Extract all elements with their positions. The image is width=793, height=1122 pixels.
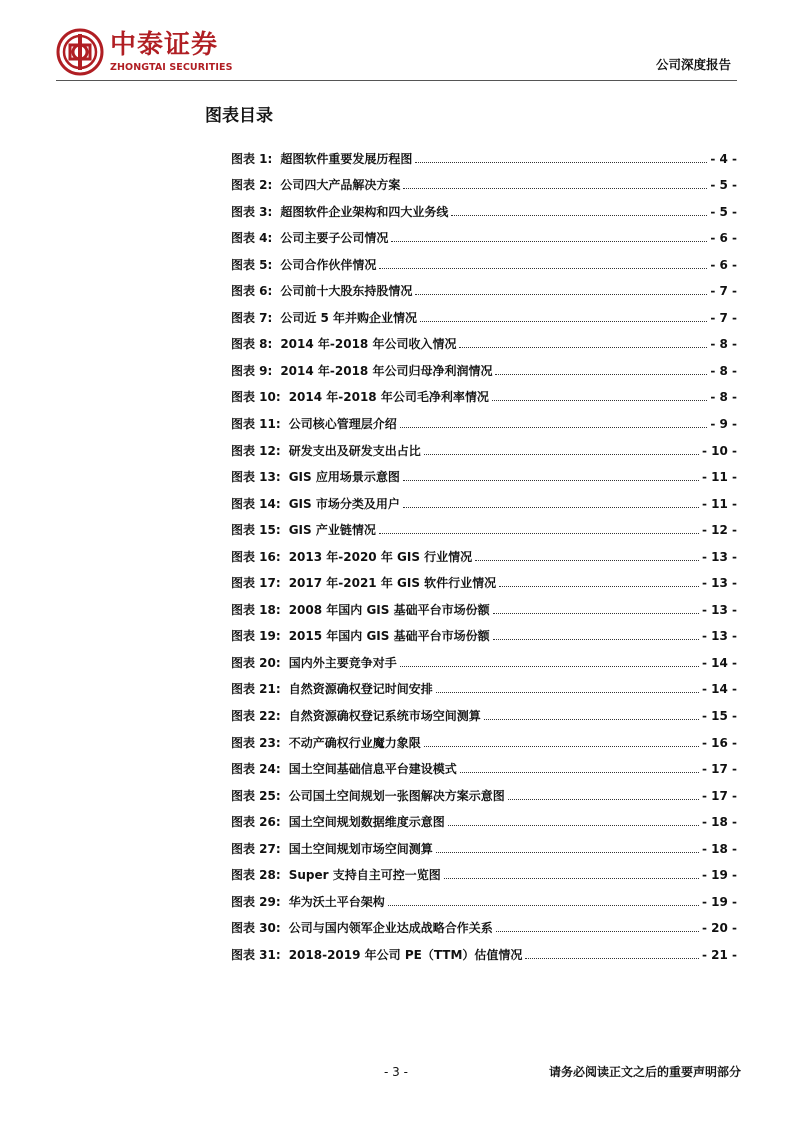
toc-entry[interactable] (231, 804, 737, 831)
toc-entry-label: 图表 11: (231, 417, 281, 432)
toc-entry-label: 图表 17: (231, 576, 281, 591)
toc-dot-leader (508, 799, 699, 800)
brand-name-cn: 中泰证券 (110, 30, 219, 60)
toc-entry-title: 公司近 5 年并购企业情况 (280, 310, 418, 325)
toc-entry-label: 图表 31: (231, 947, 281, 962)
toc-entry-label: 图表 12: (231, 443, 281, 458)
toc-entry[interactable] (231, 167, 737, 194)
toc-entry-title: 公司合作伙伴情况 (280, 257, 377, 272)
toc-entry-page: - 14 - (701, 655, 737, 670)
toc-entry-title: GIS 市场分类及用户 (288, 496, 400, 511)
toc-entry-label: 图表 26: (231, 815, 281, 830)
toc-entry-label: 图表 21: (231, 682, 281, 697)
toc-dot-leader (400, 427, 708, 428)
toc-entry-title: 超图软件重要发展历程图 (280, 151, 413, 166)
toc-entry-title: 2014 年-2018 年公司收入情况 (280, 337, 457, 352)
toc-dot-leader (391, 241, 707, 242)
toc-entry[interactable] (231, 538, 737, 565)
footer-disclaimer: 请务必阅读正文之后的重要声明部分 (548, 1065, 741, 1079)
toc-entry[interactable] (231, 512, 737, 539)
toc-entry-page: - 13 - (701, 629, 737, 644)
toc-entry-page: - 20 - (701, 921, 737, 936)
toc-entry-title: 2014 年-2018 年公司归母净利润情况 (280, 363, 493, 378)
toc-dot-leader (460, 772, 699, 773)
toc-entry-title: 国土空间基础信息平台建设模式 (288, 762, 457, 777)
toc-entry-label: 图表 25: (231, 788, 281, 803)
toc-entry-page: - 19 - (701, 868, 737, 883)
toc-dot-leader (495, 374, 707, 375)
toc-entry-label: 图表 23: (231, 735, 281, 750)
toc-entry[interactable] (231, 432, 737, 459)
toc-entry-page: - 13 - (701, 602, 737, 617)
toc-entry-page: - 12 - (701, 523, 737, 538)
toc-entry-title: GIS 产业链情况 (288, 523, 376, 538)
toc-entry-label: 图表 1: (231, 151, 273, 166)
toc-dot-leader (451, 215, 707, 216)
toc-entry-title: 华为沃土平台架构 (288, 894, 385, 909)
toc-entry-page: - 7 - (710, 310, 737, 325)
toc-dot-leader (415, 294, 707, 295)
toc-entry[interactable] (231, 724, 737, 751)
toc-dot-leader (403, 507, 699, 508)
toc-dot-leader (459, 347, 707, 348)
toc-entry[interactable] (231, 591, 737, 618)
toc-entry-title: 公司主要子公司情况 (280, 231, 389, 246)
toc-entry-page: - 18 - (701, 841, 737, 856)
page-header (0, 0, 793, 80)
toc-entry-label: 图表 30: (231, 921, 281, 936)
toc-entry-label: 图表 27: (231, 841, 281, 856)
toc-entry-title: 自然资源确权登记系统市场空间测算 (288, 709, 481, 724)
toc-dot-leader (493, 613, 699, 614)
toc-entry-page: - 11 - (701, 496, 737, 511)
toc-entry-page: - 13 - (701, 576, 737, 591)
toc-entry[interactable] (231, 485, 737, 512)
toc-entry-label: 图表 14: (231, 496, 281, 511)
toc-entry-title: 2018-2019 年公司 PE（TTM）估值情况 (288, 947, 523, 962)
toc-entry[interactable] (231, 220, 737, 247)
toc-dot-leader (400, 666, 699, 667)
toc-dot-leader (525, 958, 699, 959)
toc-entry-title: 国土空间规划市场空间测算 (288, 841, 433, 856)
toc-entry-title: 公司前十大股东持股情况 (280, 284, 413, 299)
toc-entry-page: - 5 - (710, 178, 737, 193)
toc-entry[interactable] (231, 405, 737, 432)
toc-entry[interactable] (231, 379, 737, 406)
toc-dot-leader (492, 400, 708, 401)
toc-entry[interactable] (231, 140, 737, 167)
toc-dot-leader (424, 746, 699, 747)
toc-entry-label: 图表 16: (231, 549, 281, 564)
toc-entry[interactable] (231, 246, 737, 273)
toc-dot-leader (448, 825, 699, 826)
toc-entry-page: - 8 - (710, 337, 737, 352)
toc-entry-title: 公司与国内领军企业达成战略合作关系 (288, 921, 493, 936)
toc-dot-leader (496, 931, 699, 932)
toc-entry-title: 国土空间规划数据维度示意图 (288, 815, 445, 830)
toc-entry-page: - 4 - (710, 151, 737, 166)
toc-entry-label: 图表 19: (231, 629, 281, 644)
toc-dot-leader (444, 878, 699, 879)
toc-dot-leader (475, 560, 699, 561)
toc-entry[interactable] (231, 193, 737, 220)
toc-entry-title: 不动产确权行业魔力象限 (288, 735, 421, 750)
toc-entry-label: 图表 10: (231, 390, 281, 405)
toc-entry-page: - 7 - (710, 284, 737, 299)
toc-dot-leader (379, 268, 707, 269)
toc-dot-leader (424, 454, 699, 455)
toc-entry-label: 图表 28: (231, 868, 281, 883)
toc-entry-title: GIS 应用场景示意图 (288, 470, 400, 485)
toc-entry[interactable] (231, 830, 737, 857)
toc-dot-leader (436, 852, 699, 853)
toc-entry-label: 图表 15: (231, 523, 281, 538)
toc-entry[interactable] (231, 459, 737, 486)
brand-name-en: ZHONGTAI SECURITIES (110, 62, 233, 73)
toc-entry-label: 图表 13: (231, 470, 281, 485)
toc-entry-page: - 15 - (701, 709, 737, 724)
toc-entry-page: - 17 - (701, 762, 737, 777)
toc-entry-page: - 8 - (710, 363, 737, 378)
toc-list (231, 140, 737, 963)
toc-entry[interactable] (231, 565, 737, 592)
toc-entry[interactable] (231, 326, 737, 353)
toc-entry-label: 图表 8: (231, 337, 273, 352)
toc-entry-title: 2008 年国内 GIS 基础平台市场份额 (288, 602, 490, 617)
toc-dot-leader (484, 719, 699, 720)
toc-entry-label: 图表 2: (231, 178, 273, 193)
toc-entry-title: 公司四大产品解决方案 (280, 178, 401, 193)
toc-entry-label: 图表 4: (231, 231, 273, 246)
toc-entry[interactable] (231, 618, 737, 645)
toc-entry-label: 图表 9: (231, 363, 273, 378)
toc-dot-leader (436, 692, 699, 693)
toc-dot-leader (379, 533, 699, 534)
toc-entry-page: - 6 - (710, 231, 737, 246)
toc-dot-leader (403, 480, 699, 481)
toc-entry[interactable] (231, 697, 737, 724)
toc-entry-label: 图表 5: (231, 257, 273, 272)
toc-entry[interactable] (231, 883, 737, 910)
header-divider (56, 80, 737, 81)
toc-entry-title: 2015 年国内 GIS 基础平台市场份额 (288, 629, 490, 644)
toc-entry-label: 图表 3: (231, 204, 273, 219)
toc-entry-label: 图表 24: (231, 762, 281, 777)
toc-entry-page: - 17 - (701, 788, 737, 803)
toc-entry-page: - 14 - (701, 682, 737, 697)
report-type: 公司深度报告 (655, 57, 731, 72)
toc-entry-label: 图表 29: (231, 894, 281, 909)
toc-entry-page: - 19 - (701, 894, 737, 909)
toc-entry[interactable] (231, 936, 737, 963)
toc-entry[interactable] (231, 299, 737, 326)
toc-title: 图表目录 (205, 106, 273, 126)
toc-entry-label: 图表 20: (231, 655, 281, 670)
toc-dot-leader (415, 162, 707, 163)
toc-dot-leader (420, 321, 707, 322)
toc-dot-leader (403, 188, 707, 189)
toc-entry-title: 2017 年-2021 年 GIS 软件行业情况 (288, 576, 497, 591)
toc-entry-label: 图表 18: (231, 602, 281, 617)
page-number: - 3 - (384, 1065, 408, 1079)
toc-dot-leader (493, 639, 699, 640)
toc-entry-page: - 13 - (701, 549, 737, 564)
toc-entry-page: - 18 - (701, 815, 737, 830)
toc-entry[interactable] (231, 751, 737, 778)
toc-entry-title: Super 支持自主可控一览图 (288, 868, 441, 883)
toc-entry-label: 图表 7: (231, 310, 273, 325)
toc-entry-title: 研发支出及研发支出占比 (288, 443, 421, 458)
toc-entry[interactable] (231, 910, 737, 937)
toc-entry[interactable] (231, 777, 737, 804)
toc-entry[interactable] (231, 671, 737, 698)
zhongtai-logo-icon (56, 28, 104, 76)
toc-entry-label: 图表 22: (231, 709, 281, 724)
toc-entry-title: 自然资源确权登记时间安排 (288, 682, 433, 697)
toc-entry[interactable] (231, 273, 737, 300)
toc-entry-title: 2014 年-2018 年公司毛净利率情况 (288, 390, 489, 405)
toc-entry-page: - 16 - (701, 735, 737, 750)
toc-entry-title: 公司国土空间规划一张图解决方案示意图 (288, 788, 505, 803)
toc-entry[interactable] (231, 857, 737, 884)
toc-entry-title: 公司核心管理层介绍 (288, 417, 397, 432)
toc-entry-page: - 5 - (710, 204, 737, 219)
toc-entry-page: - 10 - (701, 443, 737, 458)
toc-entry[interactable] (231, 644, 737, 671)
toc-entry-title: 2013 年-2020 年 GIS 行业情况 (288, 549, 473, 564)
toc-entry-page: - 21 - (701, 947, 737, 962)
toc-entry-page: - 8 - (710, 390, 737, 405)
toc-entry-title: 国内外主要竞争对手 (288, 655, 397, 670)
toc-dot-leader (388, 905, 699, 906)
toc-entry-page: - 11 - (701, 470, 737, 485)
toc-entry-label: 图表 6: (231, 284, 273, 299)
toc-entry-page: - 9 - (710, 417, 737, 432)
toc-entry[interactable] (231, 352, 737, 379)
toc-entry-title: 超图软件企业架构和四大业务线 (280, 204, 449, 219)
toc-dot-leader (499, 586, 699, 587)
toc-entry-page: - 6 - (710, 257, 737, 272)
